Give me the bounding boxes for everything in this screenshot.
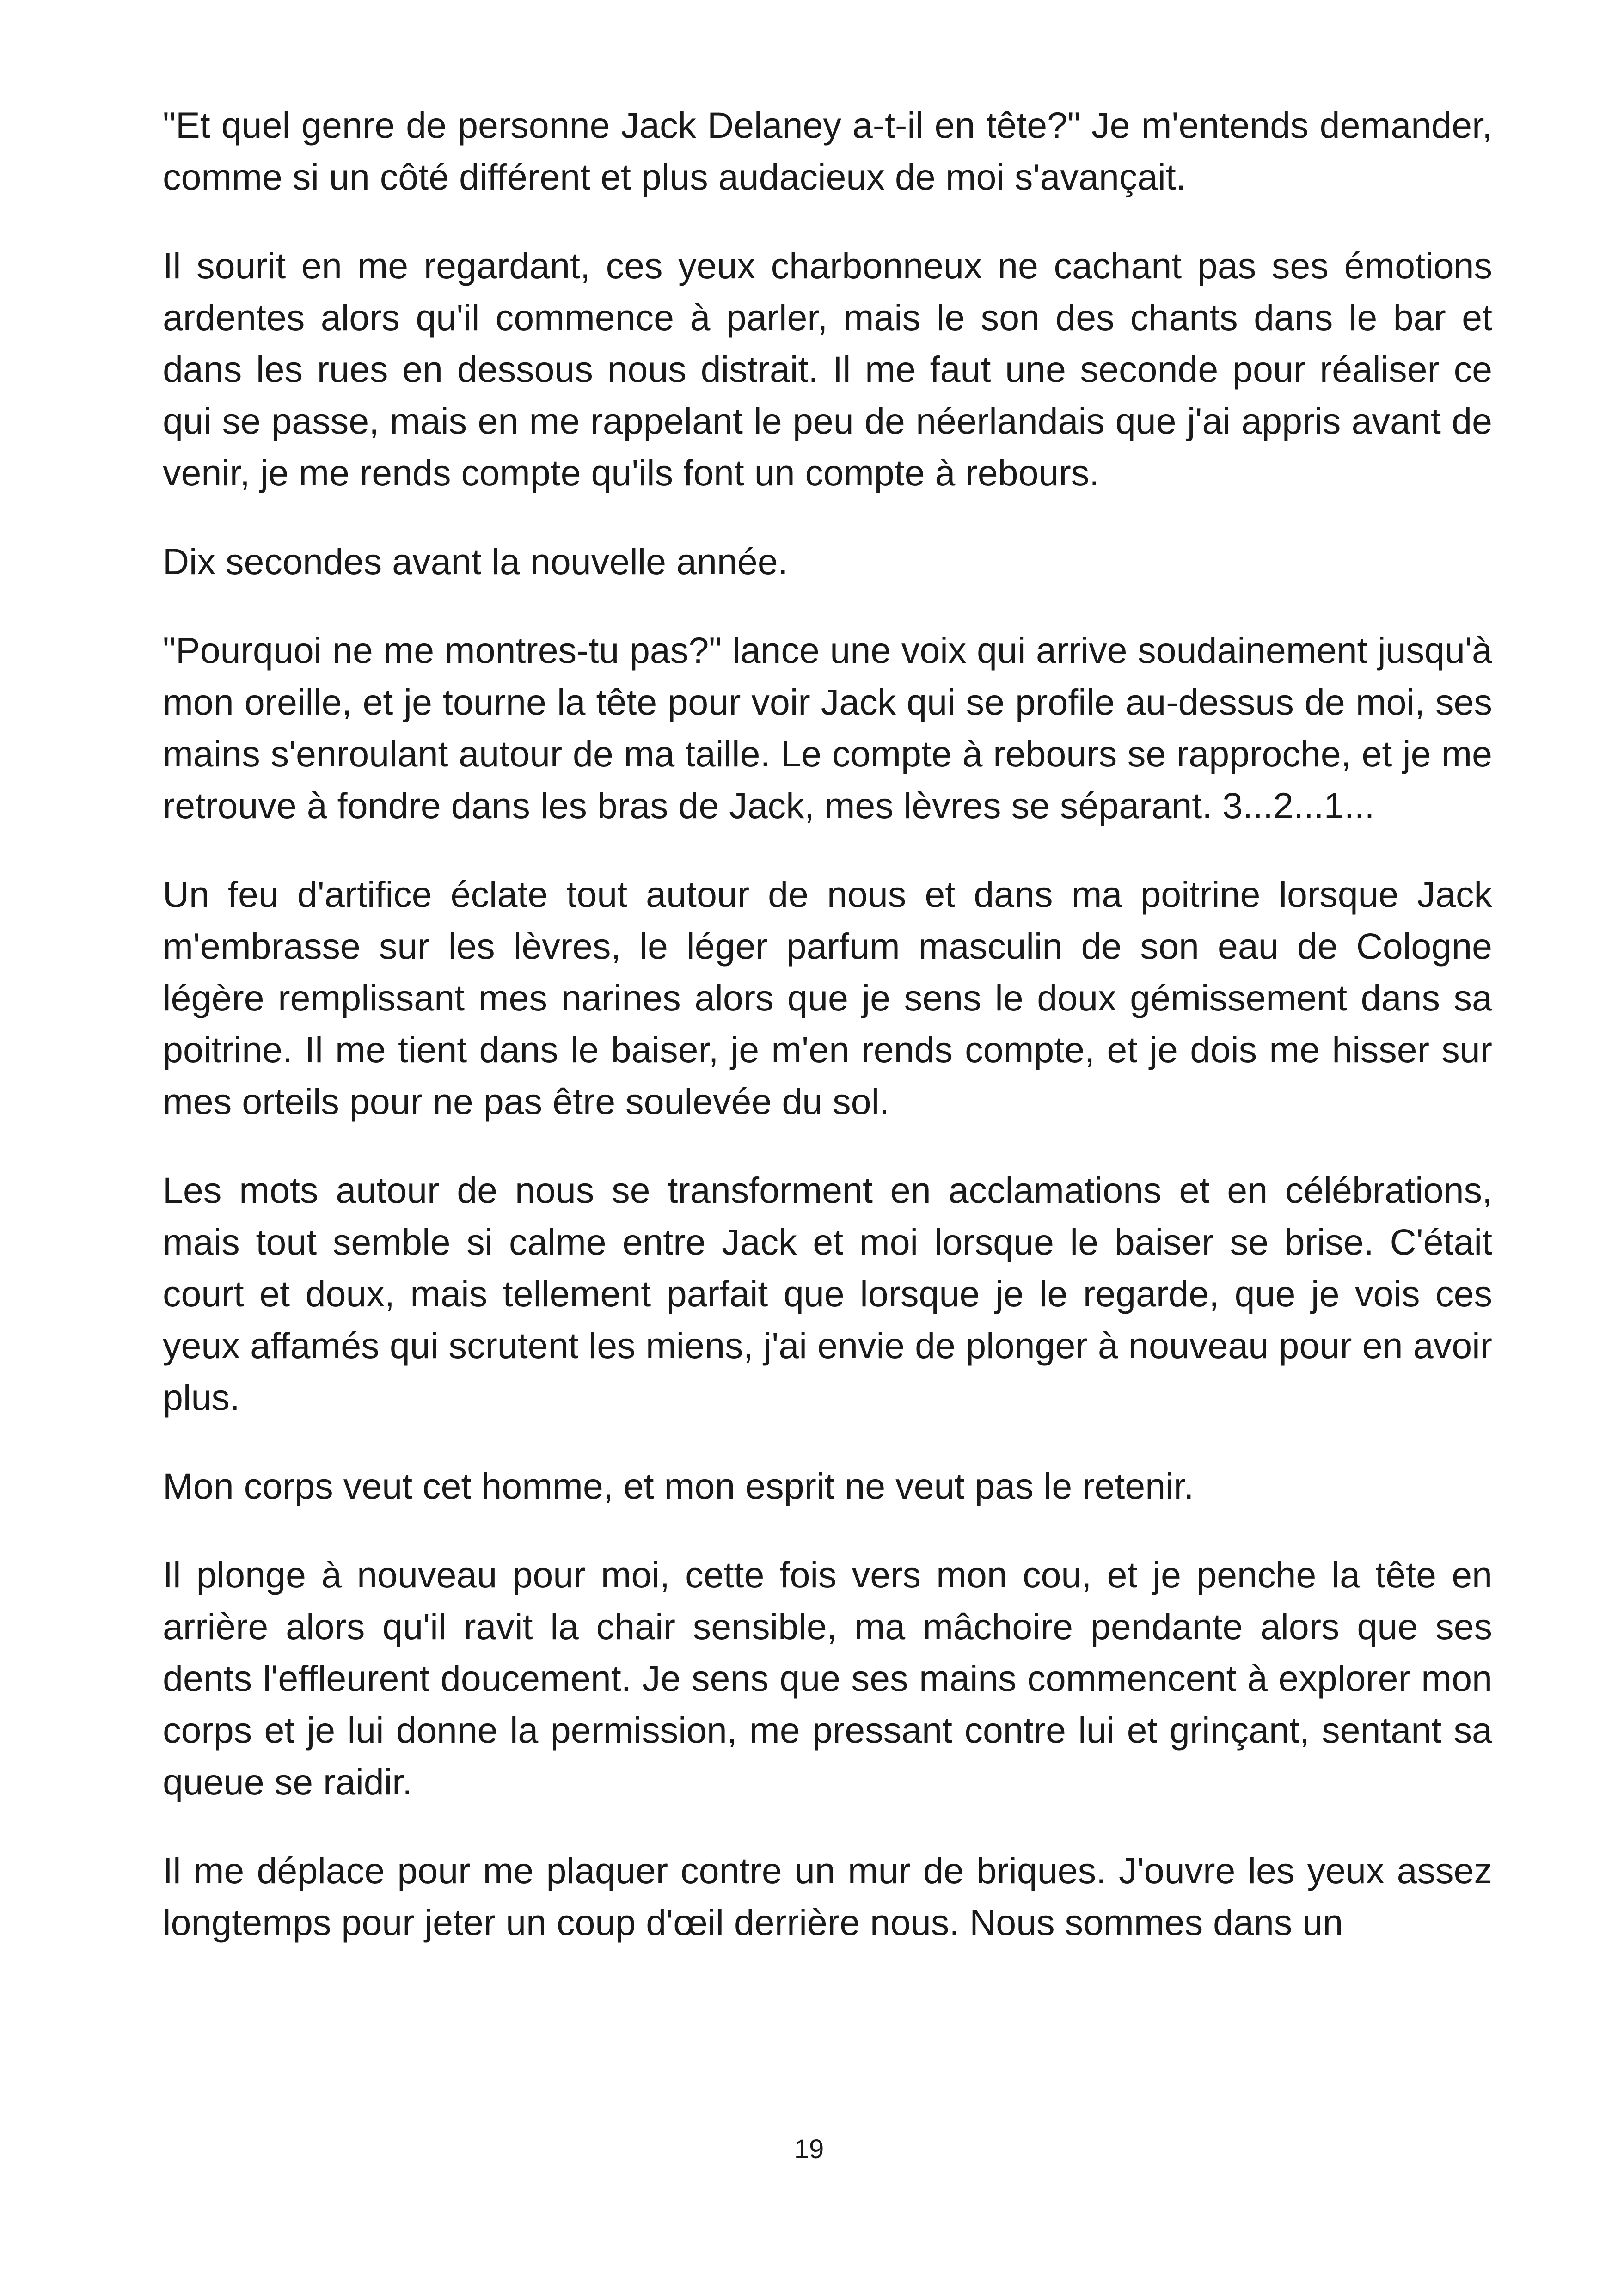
paragraph-3: Dix secondes avant la nouvelle année. xyxy=(163,541,788,582)
paragraph-7: Mon corps veut cet homme, et mon esprit ne veut pas le retenir. xyxy=(163,1465,1194,1506)
paragraph-5: Un feu d'artifice éclate tout autour de nous et dans ma poitrine lorsque Jack m'embrasse sur les lèvres, le léger parfum masculin de son eau de Cologne légère remplissant mes narines alors que je sens le doux gémissement dans sa poitrine. Il me tient dans le baiser, je m'en rends compte, et je dois me hisser sur mes orteils pour ne pas être soulevée du sol. xyxy=(163,874,1492,1122)
paragraph-2: Il sourit en me regardant, ces yeux charbonneux ne cachant pas ses émotions ardentes alors qu'il commence à parler, mais le son des chants dans le bar et dans les rues en dessous nous distrait. Il me faut une seconde pour réaliser ce qui se passe, mais en me rappelant le peu de néerlandais que j'ai appris avant de venir, je me rends compte qu'ils font un compte à rebours. xyxy=(163,245,1492,493)
paragraph-4: "Pourquoi ne me montres-tu pas?" lance une voix qui arrive soudainement jusqu'à mon oreille, et je tourne la tête pour voir Jack qui se profile au-dessus de moi, ses mains s'enroulant autour de ma taille. Le compte à rebours se rapproche, et je me retrouve à fondre dans les bras de Jack, mes lèvres se séparant. 3...2...1... xyxy=(163,630,1492,826)
paragraph-9: Il me déplace pour me plaquer contre un mur de briques. J'ouvre les yeux assez longtemps pour jeter un coup d'œil derrière nous. Nous sommes dans un xyxy=(163,1850,1492,1943)
paragraph-6: Les mots autour de nous se transforment en acclamations et en célébrations, mais tout semble si calme entre Jack et moi lorsque le baiser se brise. C'était court et doux, mais tellement parfait que lorsque je le regarde, que je vois ces yeux affamés qui scrutent les miens, j'ai envie de plonger à nouveau pour en avoir plus. xyxy=(163,1169,1492,1418)
body-text xyxy=(163,99,1492,1948)
paragraph-1: "Et quel genre de personne Jack Delaney a-t-il en tête?" Je m'entends demander, comme si un côté différent et plus audacieux de moi s'avançait. xyxy=(163,104,1492,197)
page-number: 19 xyxy=(794,2134,824,2164)
paragraph-8: Il plonge à nouveau pour moi, cette fois vers mon cou, et je penche la tête en arrière alors qu'il ravit la chair sensible, ma mâchoire pendante alors que ses dents l'effleurent doucement. Je sens que ses mains commencent à explorer mon corps et je lui donne la permission, me pressant contre lui et grinçant, sentant sa queue se raidir. xyxy=(163,1554,1492,1802)
